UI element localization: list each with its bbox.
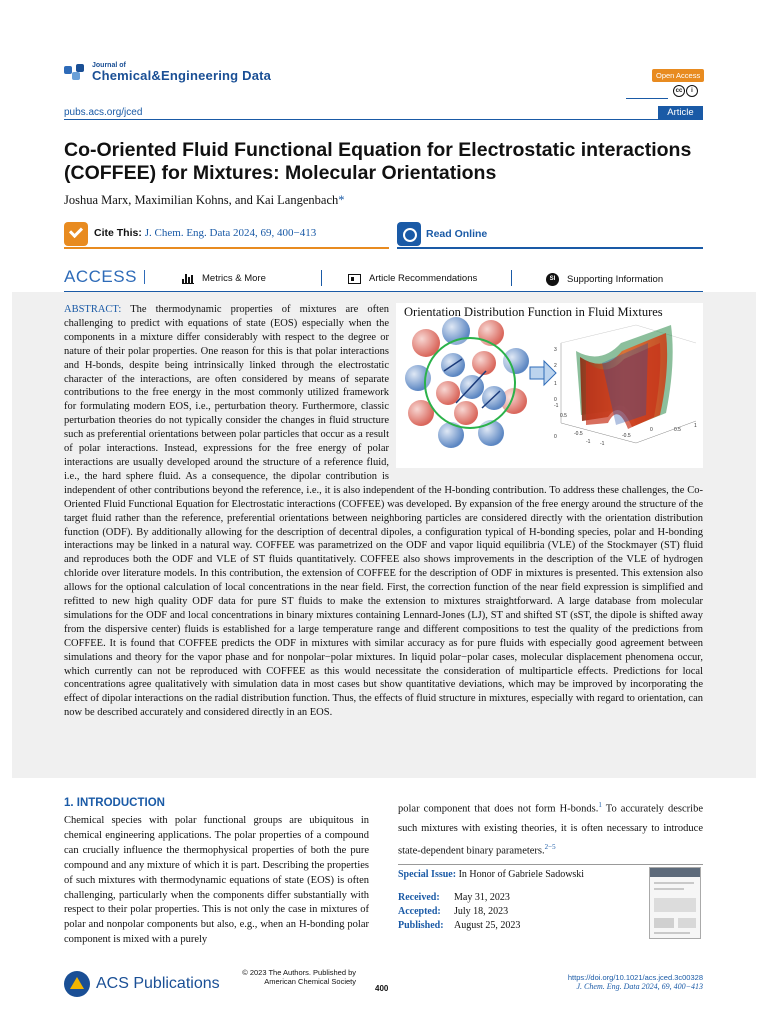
access-separator bbox=[511, 270, 512, 286]
supporting-info-icon: SI bbox=[546, 273, 559, 286]
cc-icon: cc bbox=[673, 85, 685, 97]
site-url-link[interactable]: pubs.acs.org/jced bbox=[64, 107, 143, 118]
svg-text:-1: -1 bbox=[586, 439, 591, 445]
cite-check-icon[interactable] bbox=[64, 222, 88, 246]
journal-name: Chemical&Engineering Data bbox=[92, 68, 272, 83]
cite-this[interactable] bbox=[94, 227, 316, 239]
read-online-underline bbox=[397, 247, 703, 249]
cite-underline bbox=[64, 247, 389, 249]
svg-text:-0.5: -0.5 bbox=[622, 433, 631, 439]
intro-paragraph-right bbox=[398, 796, 703, 861]
arrow-icon bbox=[530, 361, 556, 385]
date-value: July 18, 2023 bbox=[454, 906, 509, 917]
reference-link[interactable]: 2−5 bbox=[544, 842, 556, 851]
svg-text:2: 2 bbox=[554, 363, 557, 369]
abstract-body: The thermodynamic properties of mixtures are often challenging to predict with equations of state (EOS) especially when the components in a mixture differ considerably with respect to the degree or nature of their polar properties. One reason for this is that polar interactions and H-bonds, despite being intrinsically linked through the electrostatic character of the interactions, are often considered by means of separate contributions to the free energy in the most commonly utilized framework for formulating modern EOS, i.e., perturbation theory. Furthermore, classic perturbation theories do not typically consider the changes in fluid structure such as preferential orientations between polar particles that occur as a result of polar interactions. Instead, expressions for the free energy of polar interactions are usually developed around the structure of a reference fluid, i.e., the hard sphere fluid. As a consequence, the dipolar contribution is independent of other contributions beyond the reference, i.e., it is also independent of the H-bonding contribution. To address these challenges, the Co-Oriented Fluid Functional Equation for Electrostatic interactions (COFFEE) was developed. By expansion of the free energy around the structure of the target fluid rather than the reference, preferential orientations between neighboring particles are considered directly with the orientation distribution function (ODF). By additionally allowing for the description of decentral dipoles, a configuration typical of H-bonding species, polar and H-bonding interactions may be linked in a natural way. COFFEE was parametrized on the ODF and vapor liquid equilibria (VLE) of the Stockmayer (ST) fluid and reproduces both the ODF and VLE of ST fluids quantitatively. COFFEE also shows improvements in the description of the VLE of hydrogen chloride over literature models. In this contribution, the extension of COFFEE for the description of ODF in mixtures is presented. This extension also allows for the optional calculation of local concentrations in the near field. First, the correction function of the near field expression is simplified and refitted to new high quality ODF data for pure ST fluids to make the extension to mixtures straightforward. A large database from molecular simulations for the ODF and local concentrations in binary mixtures containing Lennard-Jones (LJ), ST and shifted ST (sST, the dipole is shifted away from the dispersive center) fluids is established for a large temperature range and different compositions to test the quality of the predictions from COFFEE. It is found that COFFEE predicts the ODF in mixtures with similar accuracy as for pure fluids with especially good agreement between simulations and theory for the vapor phase and for nonpolar−polar mixtures. In liquid polar−polar cases, molecular displacement phenomena occur, which currently can not be reproduced with COFFEE as this would necessitate the consideration of multiparticle effects. Predictions for local concentrations agree qualitatively with simulation data in most cases but show quantitative deviations, which may be improved by incorporating the effect of dipolar interactions on the radial distribution function. Thus, the effects of fluid structure in mixtures, especially with regard to orientation, can now be described accurately and considered directly in an EOS. bbox=[64, 304, 703, 719]
copyright-notice bbox=[200, 968, 356, 986]
date-received bbox=[398, 892, 510, 903]
date-label: Accepted: bbox=[398, 906, 441, 917]
journal-logo[interactable] bbox=[64, 62, 271, 83]
toc-graphic[interactable] bbox=[396, 303, 703, 468]
access-separator bbox=[321, 270, 322, 286]
header-divider bbox=[64, 119, 703, 120]
authors-text: Joshua Marx, Maximilian Kohns, and Kai Langenbach bbox=[64, 193, 339, 207]
by-icon: i bbox=[686, 85, 698, 97]
acs-logo-icon bbox=[64, 971, 90, 997]
acs-publications-logo[interactable] bbox=[64, 971, 220, 997]
license-divider bbox=[626, 98, 668, 99]
doi-link[interactable]: https://doi.org/10.1021/acs.jced.3c00328 bbox=[567, 973, 703, 982]
read-online-icon[interactable] bbox=[397, 222, 421, 246]
supporting-info-link[interactable] bbox=[546, 273, 663, 286]
metrics-label: Metrics & More bbox=[202, 273, 266, 284]
intro-right-text-1: polar component that does not form H-bonds. bbox=[398, 803, 599, 815]
svg-text:0.5: 0.5 bbox=[560, 413, 567, 419]
svg-text:0.5: 0.5 bbox=[674, 427, 681, 433]
svg-text:-1: -1 bbox=[554, 403, 559, 409]
svg-text:1: 1 bbox=[694, 423, 697, 429]
journal-cover-thumbnail[interactable] bbox=[649, 867, 701, 939]
date-accepted bbox=[398, 906, 508, 917]
cite-reference: J. Chem. Eng. Data 2024, 69, 400−413 bbox=[144, 227, 317, 239]
journal-prefix: Journal of bbox=[92, 62, 126, 69]
page-number: 400 bbox=[375, 984, 389, 993]
date-label: Published: bbox=[398, 920, 444, 931]
reference-link[interactable]: 1 bbox=[598, 801, 602, 809]
article-title: Co-Oriented Fluid Functional Equation for Electrostatic interactions (COFFEE) for Mixtures: Molecular Orientations bbox=[64, 139, 692, 184]
article-list-icon bbox=[348, 274, 361, 284]
special-issue-value: In Honor of Gabriele Sadowski bbox=[458, 869, 585, 880]
intro-paragraph-left: Chemical species with polar functional groups are ubiquitous in chemical engineering applications. The polar properties of a compound can crucially influence the thermophysical properties of both the pure compound and any mixture of which it is part. Describing the properties of such mixtures with thermodynamic equations of state (EOS) is often challenging, particularly when the components differ substantially with respect to their polar properties. This is not only the case in mixtures of polar and nonpolar components but also, e.g., when an H-bonding polar component is mixed with a purely bbox=[64, 815, 369, 946]
license-icons[interactable] bbox=[673, 85, 698, 97]
svg-text:0: 0 bbox=[650, 427, 653, 433]
svg-text:3: 3 bbox=[554, 347, 557, 353]
journal-logo-icon bbox=[64, 64, 86, 82]
molecule-cluster bbox=[405, 317, 529, 448]
recommendations-link[interactable] bbox=[348, 273, 477, 284]
cite-label: Cite This: bbox=[94, 227, 142, 239]
corresponding-author-link[interactable]: * bbox=[338, 193, 345, 207]
access-label: ACCESS bbox=[64, 267, 137, 286]
date-value: May 31, 2023 bbox=[454, 892, 510, 903]
svg-text:0: 0 bbox=[554, 397, 557, 403]
date-published bbox=[398, 920, 520, 931]
special-issue-label: Special Issue: bbox=[398, 869, 457, 880]
copyright-line-1: © 2023 The Authors. Published by bbox=[242, 968, 356, 977]
date-label: Received: bbox=[398, 892, 440, 903]
special-issue[interactable] bbox=[398, 869, 584, 880]
svg-text:1: 1 bbox=[554, 381, 557, 387]
odf-surface-plot bbox=[554, 325, 697, 447]
svg-text:0: 0 bbox=[554, 434, 557, 440]
section-heading-introduction: 1. INTRODUCTION bbox=[64, 797, 165, 809]
svg-text:-1: -1 bbox=[600, 441, 605, 447]
supporting-info-label: Supporting Information bbox=[567, 274, 664, 285]
author-list bbox=[64, 193, 345, 208]
date-value: August 25, 2023 bbox=[454, 920, 521, 931]
footer-citation: J. Chem. Eng. Data 2024, 69, 400−413 bbox=[576, 982, 703, 991]
svg-text:-0.5: -0.5 bbox=[574, 431, 583, 437]
abstract-label: ABSTRACT: bbox=[64, 304, 122, 315]
toc-illustration bbox=[396, 303, 703, 468]
bar-chart-icon bbox=[182, 274, 194, 284]
toc-title: Orientation Distribution Function in Fluid Mixtures bbox=[404, 305, 663, 319]
open-access-badge: Open Access bbox=[652, 69, 704, 82]
read-online-link[interactable]: Read Online bbox=[426, 228, 488, 240]
intro-right-text-2: To accurately describe such mixtures with existing theories, it is often necessary to introduce state-dependent binary parameters. bbox=[398, 803, 703, 857]
article-type-badge: Article bbox=[658, 106, 703, 120]
copyright-line-2: American Chemical Society bbox=[264, 977, 356, 986]
publisher-name: ACS Publications bbox=[96, 975, 220, 992]
special-issue-divider bbox=[398, 864, 703, 865]
recommendations-label: Article Recommendations bbox=[369, 273, 478, 284]
metrics-link[interactable] bbox=[182, 273, 266, 284]
